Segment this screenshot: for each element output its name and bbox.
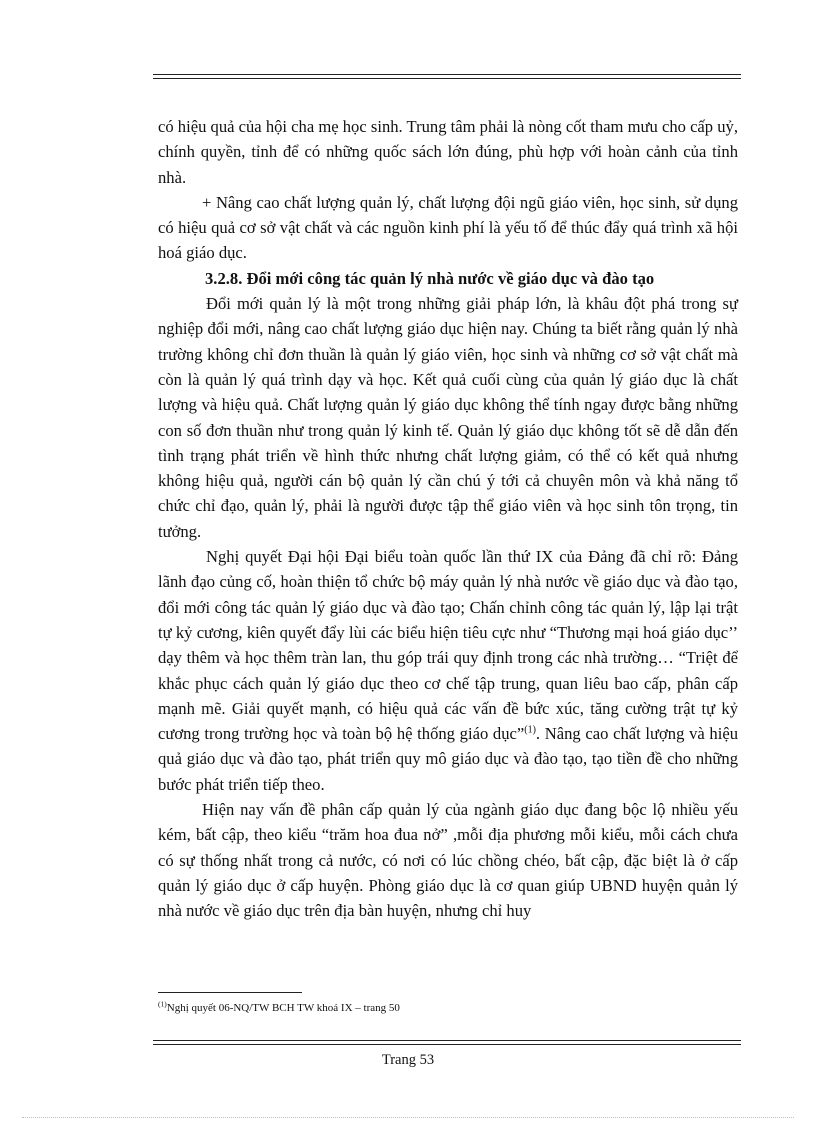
paragraph-4 [158, 544, 738, 797]
section-heading: 3.2.8. Đổi mới công tác quản lý nhà nước về giáo dục và đào tạo [205, 268, 655, 288]
footnote-separator [158, 992, 302, 993]
paragraph-4-text-a: Nghị quyết Đại hội Đại biểu toàn quốc lần thứ IX của Đảng đã chỉ rõ: Đảng lãnh đạo củng cố, hoàn thiện tổ chức bộ máy quản lý nhà nước về giáo dục và đào tạo, đổi mới công tác quản lý giáo dục và đào tạo; Chấn chỉnh công tác quản lý, lập lại trật tự kỷ cương, kiên quyết đẩy lùi các biểu hiện tiêu cực như “Thương mại hoá giáo dục’’ dạy thêm và học thêm tràn lan, thu góp trái quy định trong các nhà trường… “Triệt để khắc phục cách quản lý giáo dục theo cơ chế tập trung, quan liêu bao cấp, phân cấp mạnh mẽ. Giải quyết mạnh, có hiệu quả các vấn đề bức xúc, tăng cường trật tự kỷ cương trong trường học và toàn bộ hệ thống giáo dục” [158, 547, 738, 744]
paragraph-3: Đổi mới quản lý là một trong những giải pháp lớn, là khâu đột phá trong sự nghiệp đổi mới, nâng cao chất lượng giáo dục hiện nay. Chúng ta biết rằng quản lý nhà trường không chỉ đơn thuần là quản lý giáo viên, học sinh và những cơ sở vật chất mà còn là quản lý quá trình dạy và học. Kết quả cuối cùng của quản lý giáo dục là chất lượng và hiệu quả. Chất lượng quản lý giáo dục không thể tính ngay được bằng những con số đơn thuần như trong quản lý kinh tế. Quản lý giáo dục không tốt sẽ dễ dẫn đến tình trạng phát triển về hình thức nhưng chất lượng giảm, có thể có kết quả nhưng không hiệu quả, người cán bộ quản lý cần chú ý tới cả chuyên môn và khả năng tổ chức chỉ đạo, quản lý, phải là người được tập thể giáo viên và học sinh tôn trọng, tin tưởng. [158, 294, 738, 541]
header-double-rule [153, 74, 741, 79]
paragraph-2: + Nâng cao chất lượng quản lý, chất lượng đội ngũ giáo viên, học sinh, sử dụng có hiệu quả cơ sở vật chất và các nguồn kinh phí là yếu tố để thúc đẩy quá trình xã hội hoá giáo dục. [158, 192, 738, 263]
footnote-text: Nghị quyết 06-NQ/TW BCH TW khoá IX – trang 50 [166, 1002, 400, 1014]
paragraph-1: có hiệu quả của hội cha mẹ học sinh. Trung tâm phải là nòng cốt tham mưu cho cấp uỷ, chính quyền, tỉnh để có những quốc sách lớn đúng, phù hợp với hoàn cảnh của tỉnh nhà. [158, 117, 738, 187]
footer-double-rule [153, 1040, 741, 1045]
footnote-marker: (1) [158, 999, 167, 1009]
page-number: Trang 53 [381, 1052, 435, 1068]
footnote [158, 1001, 718, 1015]
paragraph-5: Hiện nay vấn đề phân cấp quản lý của ngành giáo dục đang bộc lộ nhiều yếu kém, bất cập, theo kiểu “trăm hoa đua nở” ,mỗi địa phương mỗi kiểu, mỗi cách chưa có sự thống nhất trong cả nước, có nơi có lúc chồng chéo, bất cập, đặc biệt là ở cấp quản lý giáo dục ở cấp huyện. Phòng giáo dục là cơ quan giúp UBND huyện quản lý nhà nước về giáo dục trên địa bàn huyện, nhưng chỉ huy [158, 800, 738, 921]
page-edge-dotted-line [22, 1117, 794, 1118]
body-text [158, 114, 738, 924]
footnote-reference[interactable]: (1) [524, 724, 536, 736]
paragraph-4-text-b: . Nâng cao chất lượng và hiệu quả giáo dục và đào tạo, phát triển quy mô giáo dục và đào tạo, tạo tiền đề cho những bước phát triển tiếp theo. [158, 724, 738, 794]
